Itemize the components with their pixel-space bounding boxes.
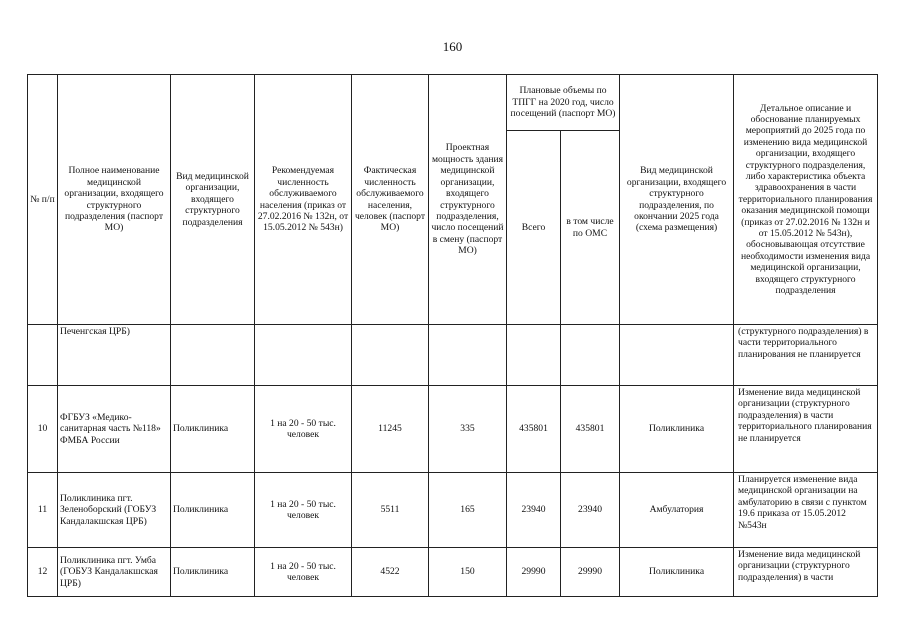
- table-row: [28, 473, 878, 548]
- cell-actual-population: [352, 325, 429, 386]
- cell-org-type: [171, 325, 255, 386]
- cell-recommended-population: [255, 325, 352, 386]
- cell-description: Изменение вида медицинской организации (структурного подразделения) в части: [734, 548, 878, 597]
- cell-oms: 435801: [561, 386, 620, 473]
- cell-description: (структурного подразделения) в части территориального планирования не планируется: [734, 325, 878, 386]
- medical-organizations-table: [27, 74, 878, 597]
- header-actual-population: Фактическая численность обслуживаемого населения, человек (паспорт МО): [352, 75, 429, 325]
- header-oms: в том числе по ОМС: [561, 131, 620, 325]
- table-row: [28, 325, 878, 386]
- cell-full-name: ФГБУЗ «Медико-санитарная часть №118» ФМБА России: [58, 386, 171, 473]
- cell-design-capacity: 165: [429, 473, 507, 548]
- cell-type-2025: Поликлиника: [620, 548, 734, 597]
- cell-description: Изменение вида медицинской организации (структурного подразделения) в части территориального планирования не планируется: [734, 386, 878, 473]
- cell-recommended-population: 1 на 20 - 50 тыс. человек: [255, 386, 352, 473]
- header-row: [28, 75, 878, 131]
- cell-full-name: Печенгская ЦРБ): [58, 325, 171, 386]
- cell-actual-population: 11245: [352, 386, 429, 473]
- cell-num: [28, 325, 58, 386]
- cell-num: 12: [28, 548, 58, 597]
- cell-actual-population: 4522: [352, 548, 429, 597]
- header-num: № п/п: [28, 75, 58, 325]
- cell-recommended-population: 1 на 20 - 50 тыс. человек: [255, 473, 352, 548]
- header-recommended-population: Рекомендуемая численность обслуживаемого населения (приказ от 27.02.2016 № 132н, от 15.05.2012 № 543н): [255, 75, 352, 325]
- header-total: Всего: [507, 131, 561, 325]
- cell-org-type: Поликлиника: [171, 548, 255, 597]
- cell-num: 10: [28, 386, 58, 473]
- cell-actual-population: 5511: [352, 473, 429, 548]
- cell-design-capacity: 150: [429, 548, 507, 597]
- header-description: Детальное описание и обоснование планируемых мероприятий до 2025 года по изменению вида медицинской организации, входящего структурного подразделения, либо характеристика объекта здравоохранения в части территориального планирования оказания медицинской помощи (приказ от 27.02.2016 № 132н и от 15.05.2012 № 543н), обосновывающая отсутствие необходимости изменения вида медицинской организации, входящего структурного подразделения: [734, 75, 878, 325]
- header-type-2025: Вид медицинской организации, входящего структурного подразделения, по окончании 2025 года (схема размещения): [620, 75, 734, 325]
- cell-oms: [561, 325, 620, 386]
- header-full-name: Полное наименование медицинской организации, входящего структурного подразделения (паспорт МО): [58, 75, 171, 325]
- cell-oms: 23940: [561, 473, 620, 548]
- table-row: [28, 548, 878, 597]
- cell-full-name: Поликлиника пгт. Умба (ГОБУЗ Кандалакшская ЦРБ): [58, 548, 171, 597]
- cell-type-2025: Амбулатория: [620, 473, 734, 548]
- header-design-capacity: Проектная мощность здания медицинской организации, входящего структурного подразделения, число посещений в смену (паспорт МО): [429, 75, 507, 325]
- cell-total: 29990: [507, 548, 561, 597]
- header-planned-volumes: Плановые объемы по ТПГГ на 2020 год, число посещений (паспорт МО): [507, 75, 620, 131]
- page-number: 160: [442, 39, 463, 54]
- cell-num: 11: [28, 473, 58, 548]
- cell-type-2025: Поликлиника: [620, 386, 734, 473]
- cell-design-capacity: 335: [429, 386, 507, 473]
- cell-oms: 29990: [561, 548, 620, 597]
- cell-description: Планируется изменение вида медицинской организации на амбулаторию в связи с пунктом 19.6 приказа от 15.05.2012 №543н: [734, 473, 878, 548]
- cell-total: [507, 325, 561, 386]
- cell-org-type: Поликлиника: [171, 386, 255, 473]
- cell-total: 23940: [507, 473, 561, 548]
- cell-total: 435801: [507, 386, 561, 473]
- cell-full-name: Поликлиника пгт. Зеленоборский (ГОБУЗ Кандалакшская ЦРБ): [58, 473, 171, 548]
- header-org-type: Вид медицинской организации, входящего структурного подразделения: [171, 75, 255, 325]
- table-row: [28, 386, 878, 473]
- cell-recommended-population: 1 на 20 - 50 тыс. человек: [255, 548, 352, 597]
- cell-org-type: Поликлиника: [171, 473, 255, 548]
- cell-type-2025: [620, 325, 734, 386]
- cell-design-capacity: [429, 325, 507, 386]
